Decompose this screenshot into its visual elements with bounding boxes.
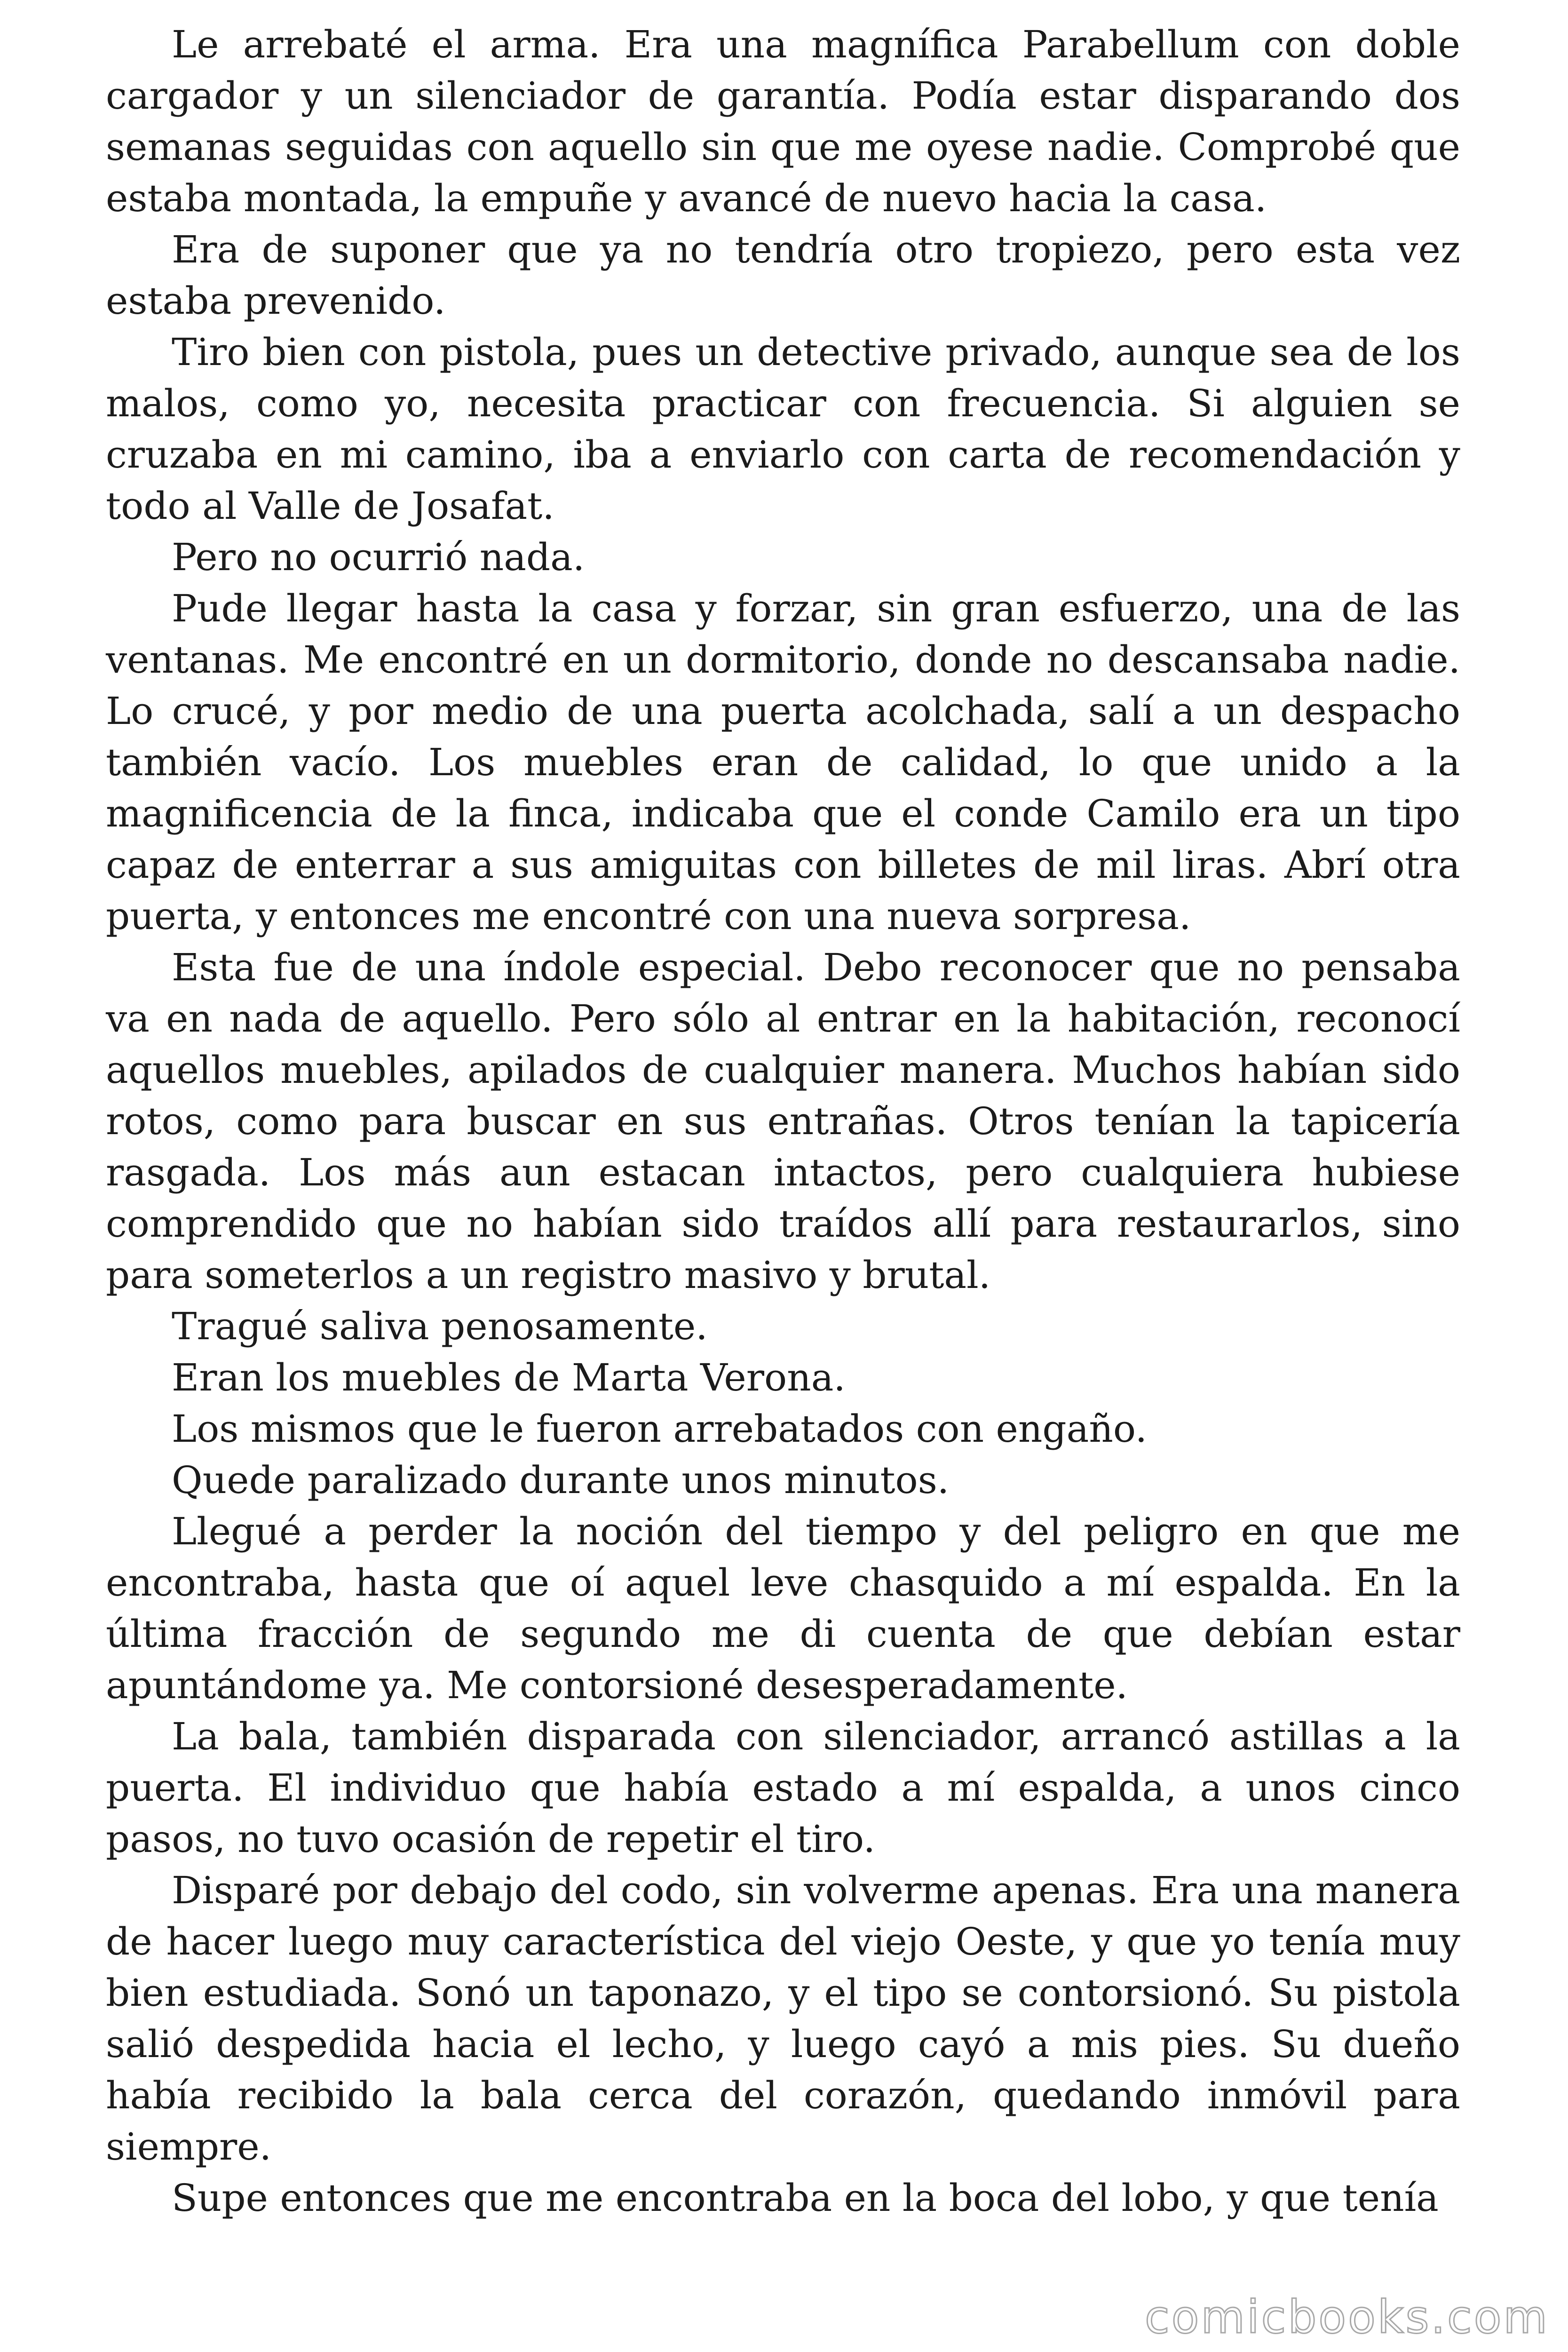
paragraph: Pude llegar hasta la casa y forzar, sin gran esfuerzo, una de las ventanas. Me encontré en un dormitorio, donde no descansaba nadie. Lo crucé, y por medio de una puerta acolchada, salí a un despacho también vacío. Los muebles eran de calidad, lo que unido a la magnificencia de la finca, indicaba que el conde Camilo era un tipo capaz de enterrar a sus amiguitas con billetes de mil liras. Abrí otra puerta, y entonces me encontré con una nueva sorpresa. xyxy=(106,587,1460,938)
paragraph: La bala, también disparada con silenciador, arrancó astillas a la puerta. El individuo que había estado a mí espalda, a unos cinco pasos, no tuvo ocasión de repetir el tiro. xyxy=(106,1715,1460,1861)
paragraph: Pero no ocurrió nada. xyxy=(172,535,585,579)
paragraph: Tiro bien con pistola, pues un detective privado, aunque sea de los malos, como yo, necesita practicar con frecuencia. Si alguien se cruzaba en mi camino, iba a enviarlo con carta de recomendación y todo al Valle de Josafat. xyxy=(106,330,1460,528)
paragraph: Disparé por debajo del codo, sin volverme apenas. Era una manera de hacer luego muy característica del viejo Oeste, y que yo tenía muy bien estudiada. Sonó un taponazo, y el tipo se contorsionó. Su pistola salió despedida hacia el lecho, y luego cayó a mis pies. Su dueño había recibido la bala cerca del corazón, quedando inmóvil para siempre. xyxy=(106,1868,1460,2169)
watermark-logo: comicbooks.com xyxy=(1144,2291,1549,2344)
paragraph: Llegué a perder la noción del tiempo y del peligro en que me encontraba, hasta que oí aquel leve chasquido a mí espalda. En la última fracción de segundo me di cuenta de que debían estar apuntándome ya. Me contorsioné desesperadamente. xyxy=(106,1510,1460,1707)
paragraph: Esta fue de una índole especial. Debo reconocer que no pensaba va en nada de aquello. Pero sólo al entrar en la habitación, reconocí aquellos muebles, apilados de cualquier manera. Muchos habían sido rotos, como para buscar en sus entrañas. Otros tenían la tapicería rasgada. Los más aun estacan intactos, pero cualquiera hubiese comprendido que no habían sido traídos allí para restaurarlos, sino para someterlos a un registro masivo y brutal. xyxy=(106,946,1460,1297)
paragraph: Tragué saliva penosamente. xyxy=(172,1304,708,1348)
paragraph: Supe entonces que me encontraba en la boca del lobo, y que tenía xyxy=(172,2176,1439,2220)
paragraph: Quede paralizado durante unos minutos. xyxy=(172,1458,950,1502)
book-page xyxy=(106,19,1460,2224)
paragraph: Le arrebaté el arma. Era una magnífica Parabellum con doble cargador y un silenciador de garantía. Podía estar disparando dos semanas seguidas con aquello sin que me oyese nadie. Comprobé que estaba montada, la empuñe y avancé de nuevo hacia la casa. xyxy=(106,23,1460,220)
paragraph: Eran los muebles de Marta Verona. xyxy=(172,1356,846,1399)
paragraph: Los mismos que le fueron arrebatados con engaño. xyxy=(172,1407,1148,1451)
paragraph: Era de suponer que ya no tendría otro tropiezo, pero esta vez estaba prevenido. xyxy=(106,228,1460,323)
